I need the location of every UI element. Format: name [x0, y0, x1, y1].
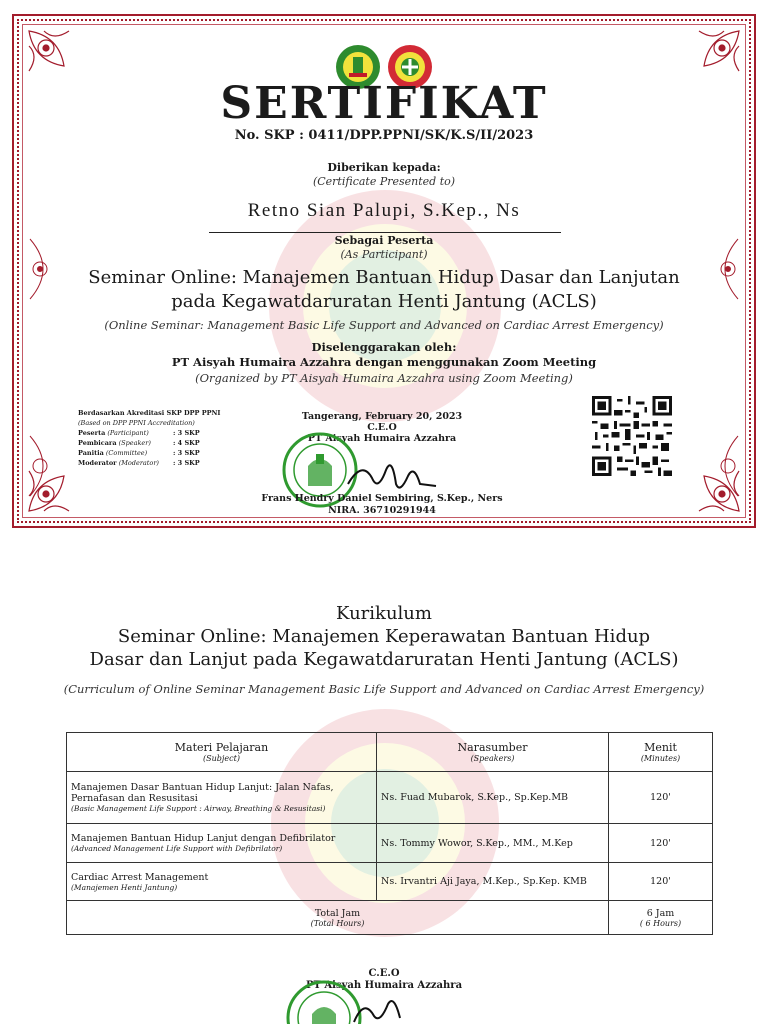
- header-subject: Materi Pelajaran (Subject): [67, 733, 377, 772]
- total-label-cell: Total Jam (Total Hours): [67, 901, 609, 935]
- minutes-cell: 120': [609, 772, 713, 824]
- sign-company: PT Aisyah Humaira Azzahra: [307, 433, 457, 444]
- skp-value: : 3 SKP: [173, 429, 200, 437]
- sign-place-date: Tangerang, February 20, 2023: [301, 411, 463, 422]
- signer-block: [232, 493, 532, 517]
- skp-value: : 3 SKP: [173, 459, 200, 467]
- curriculum-title: [0, 602, 768, 671]
- seminar-title-line1: Seminar Online: Manajemen Bantuan Hidup Dasar dan Lanjutan: [88, 267, 680, 288]
- curriculum-heading: Kurikulum: [336, 603, 432, 624]
- curriculum-subtitle-line1: Seminar Online: Manajemen Keperawatan Bantuan Hidup: [117, 626, 651, 647]
- speaker-cell: Ns. Tommy Wowor, S.Kep., MM., M.Kep: [377, 824, 609, 863]
- curriculum-page: [0, 538, 768, 1024]
- as-participant-label: Sebagai Peserta: [334, 234, 434, 247]
- accreditation-heading: Berdasarkan Akreditasi SKP DPP PPNI: [78, 409, 221, 417]
- sign-position: C.E.O: [367, 422, 397, 433]
- certificate-page: [12, 14, 756, 528]
- name-underline: [209, 232, 561, 233]
- table-row: [67, 863, 713, 901]
- accreditation-heading-en: (Based on DPP PPNI Accreditation): [78, 419, 195, 427]
- side-ornament-icon: [26, 426, 62, 506]
- minutes-cell: 120': [609, 863, 713, 901]
- as-participant-label-en: (As Participant): [340, 248, 428, 261]
- curriculum-subtitle-en: (Curriculum of Online Seminar Management Basic Life Support and Advanced on Cardiac Arrest Emergency): [63, 682, 705, 696]
- skp-value: : 3 SKP: [173, 449, 200, 457]
- role-label-en: (Speaker): [118, 439, 151, 447]
- signature-icon: [350, 994, 410, 1024]
- seminar-title-line2: pada Kegawatdaruratan Henti Jantung (ACLS): [171, 291, 597, 312]
- accreditation-row: [78, 438, 220, 448]
- role-label: Peserta: [78, 429, 106, 437]
- total-value-cell: 6 Jam ( 6 Hours): [609, 901, 713, 935]
- certificate-title: SERTIFIKAT: [220, 78, 548, 129]
- seminar-title-en: (Online Seminar: Management Basic Life Support and Advanced on Cardiac Arrest Emergency): [104, 318, 664, 332]
- signer-nira: NIRA. 36710291944: [328, 505, 436, 516]
- qr-code-icon: [592, 396, 672, 476]
- signer-name: Frans Hendry Daniel Sembiring, S.Kep., Ners: [261, 493, 503, 504]
- ceo-company: PT Aisyah Humaira Azzahra: [305, 980, 463, 991]
- role-label: Pembicara: [78, 439, 117, 447]
- role-label-en: (Participant): [107, 429, 149, 437]
- table-header-row: [67, 733, 713, 772]
- table-row: [67, 824, 713, 863]
- skp-number: No. SKP : 0411/DPP.PPNI/SK/K.S/II/2023: [234, 128, 534, 143]
- role-label-en: (Committee): [105, 449, 148, 457]
- signature-icon: [342, 454, 442, 496]
- subject-cell: Cardiac Arrest Management (Manajemen Henti Jantung): [67, 863, 377, 901]
- header-speakers: Narasumber (Speakers): [377, 733, 609, 772]
- curriculum-table: [66, 732, 713, 935]
- accreditation-box: [78, 408, 220, 468]
- role-label: Moderator: [78, 459, 117, 467]
- skp-value: : 4 SKP: [173, 439, 200, 447]
- subject-cell: Manajemen Dasar Bantuan Hidup Lanjut: Jalan Nafas, Pernafasan dan Resusitasi (Basic Management Life Support : Airway, Breathing & Resusitasi): [67, 772, 377, 824]
- given-to-label-en: (Certificate Presented to): [312, 175, 456, 188]
- minutes-cell: 120': [609, 824, 713, 863]
- accreditation-row: [78, 428, 220, 438]
- header-minutes: Menit (Minutes): [609, 733, 713, 772]
- recipient-name: Retno Sian Palupi, S.Kep., Ns: [247, 200, 521, 221]
- speaker-cell: Ns. Fuad Mubarok, S.Kep., Sp.Kep.MB: [377, 772, 609, 824]
- subject-cell: Manajemen Bantuan Hidup Lanjut dengan Defibrilator (Advanced Management Life Support with Defibrilator): [67, 824, 377, 863]
- role-label-en: (Moderator): [118, 459, 159, 467]
- curriculum-subtitle-line2: Dasar dan Lanjut pada Kegawatdaruratan Henti Jantung (ACLS): [89, 649, 679, 670]
- ceo-position: C.E.O: [368, 968, 400, 979]
- speaker-cell: Ns. Irvantri Aji Jaya, M.Kep., Sp.Kep. KMB: [377, 863, 609, 901]
- side-ornament-icon: [706, 426, 742, 506]
- accreditation-row: [78, 448, 220, 458]
- accreditation-row: [78, 458, 220, 468]
- total-row: [67, 901, 713, 935]
- organizer-name: PT Aisyah Humaira Azzahra dengan menggunakan Zoom Meeting: [171, 355, 597, 369]
- organized-by-label: Diselenggarakan oleh:: [311, 340, 457, 354]
- seminar-title: [42, 266, 726, 314]
- given-to-label: Diberikan kepada:: [327, 161, 441, 174]
- organizer-name-en: (Organized by PT Aisyah Humaira Azzahra using Zoom Meeting): [195, 371, 573, 385]
- role-label: Panitia: [78, 449, 104, 457]
- curriculum-ceo-block: [0, 968, 768, 992]
- table-row: [67, 772, 713, 824]
